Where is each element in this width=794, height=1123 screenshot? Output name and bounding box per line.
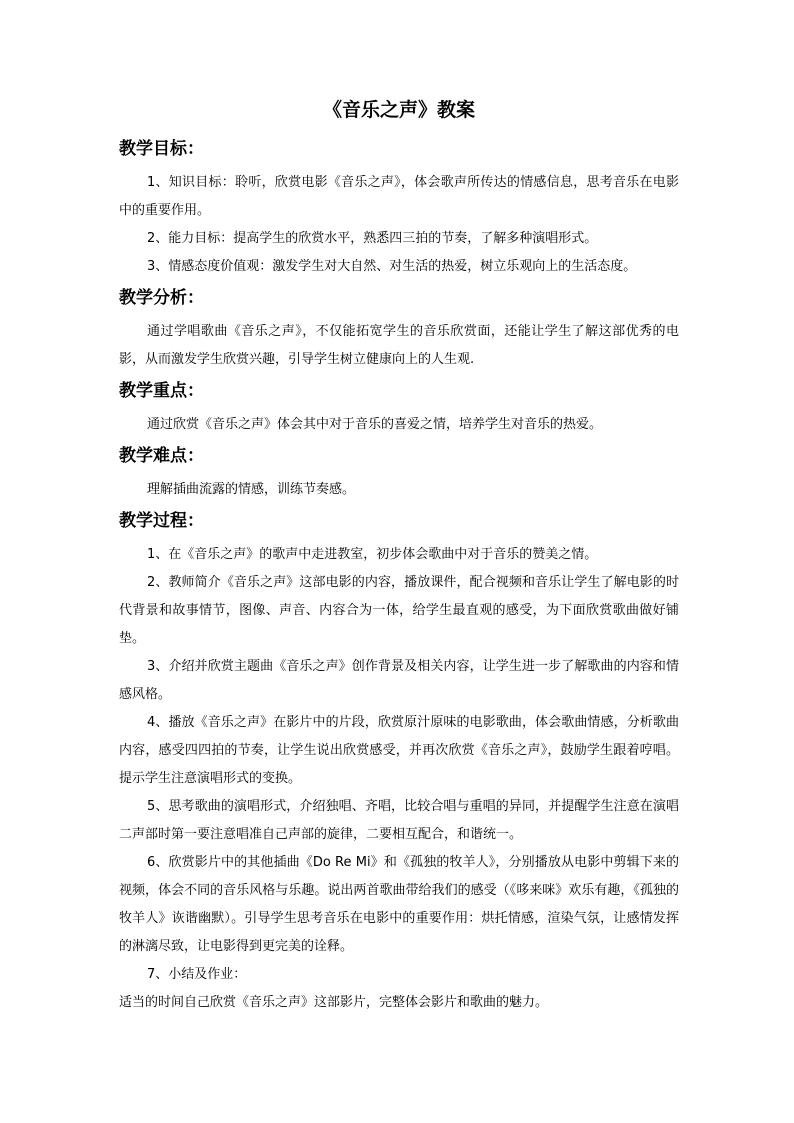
section-teaching-focus (119, 378, 679, 439)
paragraph: 5、思考歌曲的演唱形式，介绍独唱、齐唱，比较合唱与重唱的异同，并提醒学生注意在演唱二声部时第一要注意唱准自己声部的旋律，二要相互配合，和谐统一。 (119, 799, 679, 842)
document-page (119, 96, 679, 1021)
section-teaching-goals (119, 136, 679, 281)
paragraph: 通过学唱歌曲《音乐之声》，不仅能拓宽学生的音乐欣赏面，还能让学生了解这部优秀的电影，从而激发学生欣赏兴趣，引导学生树立健康向上的人生观. (119, 324, 679, 367)
paragraph: 6、欣赏影片中的其他插曲《Do Re Mi》和《孤独的牧羊人》，分别播放从电影中剪辑下来的视频，体会不同的音乐风格与乐趣。说出两首歌曲带给我们的感受（《哆来咪》欢乐有趣，《孤独的牧羊人》诙谐幽默）。引导学生思考音乐在电影中的重要作用：烘托情感，渲染气氛，让感情发挥的淋漓尽致，让电影得到更完美的诠释。 (119, 855, 679, 954)
paragraph: 1、在《音乐之声》的歌声中走进教室，初步体会歌曲中对于音乐的赞美之情。 (147, 547, 598, 562)
paragraph: 4、播放《音乐之声》在影片中的片段，欣赏原汁原味的电影歌曲，体会歌曲情感，分析歌曲内容，感受四四拍的节奏，让学生说出欣赏感受，并再次欣赏《音乐之声》，鼓励学生跟着哼唱。提示学生注意演唱形式的变换。 (119, 715, 679, 786)
paragraph: 理解插曲流露的情感，训练节奏感。 (147, 482, 356, 497)
paragraph: 3、情感态度价值观：激发学生对大自然、对生活的热爱，树立乐观向上的生活态度。 (147, 259, 637, 274)
section-heading: 教学过程： (119, 511, 204, 531)
paragraph: 1、知识目标：聆听，欣赏电影《音乐之声》，体会歌声所传达的情感信息，思考音乐在电影中的重要作用。 (119, 175, 679, 218)
paragraph: 2、能力目标：提高学生的欣赏水平，熟悉四三拍的节奏，了解多种演唱形式。 (147, 231, 598, 246)
paragraph: 3、介绍并欣赏主题曲《音乐之声》创作背景及相关内容，让学生进一步了解歌曲的内容和情感风格。 (119, 659, 679, 702)
paragraph: 适当的时间自己欣赏《音乐之声》这部影片，完整体会影片和歌曲的魅力。 (119, 995, 549, 1010)
section-heading: 教学分析： (119, 288, 204, 308)
paragraph: 通过欣赏《音乐之声》体会其中对于音乐的喜爱之情，培养学生对音乐的热爱。 (147, 417, 603, 432)
document-title: 《音乐之声》教案 (322, 99, 475, 121)
section-heading: 教学难点： (119, 446, 204, 466)
section-teaching-process (119, 508, 679, 1017)
section-heading: 教学目标： (119, 139, 204, 159)
paragraph: 7、小结及作业： (147, 967, 247, 982)
paragraph: 2、教师简介《音乐之声》这部电影的内容，播放课件，配合视频和音乐让学生了解电影的时代背景和故事情节，图像、声音、内容合为一体，给学生最直观的感受，为下面欣赏歌曲做好铺垫。 (119, 575, 679, 646)
section-teaching-analysis (119, 285, 679, 374)
section-teaching-difficulty (119, 443, 679, 504)
section-heading: 教学重点： (119, 381, 204, 401)
